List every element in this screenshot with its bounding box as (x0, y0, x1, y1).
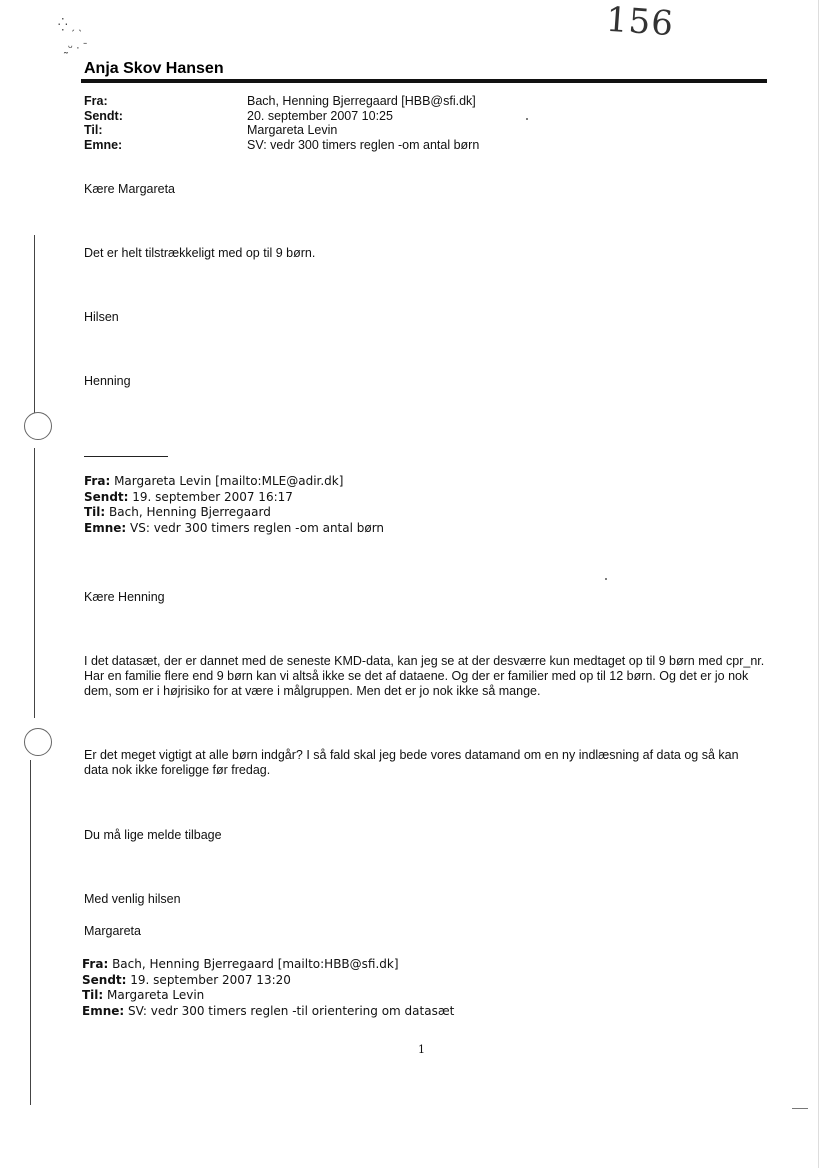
second-paragraph-3: Du må lige melde tilbage (84, 828, 222, 842)
scan-mark (792, 1108, 808, 1109)
third-subject-value: SV: vedr 300 timers reglen -til orientering om datasæt (128, 1003, 455, 1018)
left-margin-line-1 (34, 235, 35, 415)
binder-hole-bottom (24, 728, 52, 756)
scribble-mark-2: ˷ᵕ · ˉ (64, 40, 88, 54)
sent-label: Sendt: (84, 108, 123, 123)
second-subject-row (84, 521, 384, 537)
top-closing: Hilsen (84, 310, 119, 324)
third-subject-label: Emne: (82, 1003, 125, 1018)
subject-label: Emne: (84, 137, 123, 152)
binder-hole-top (24, 412, 52, 440)
header-row-to (84, 123, 479, 138)
third-to-value: Margareta Levin (107, 988, 205, 1002)
top-greeting: Kære Margareta (84, 182, 176, 196)
scribble-mark: ⁛ ˏ ˎ (58, 18, 83, 32)
second-paragraph-1: I det datasæt, der er dannet med de seneste KMD-data, kan jeg se at der desværre kun medtaget op til 9 børn med cpr_nr. Har en familie flere end 9 børn kan vi altså ikke se det af dataene. Og der er familier med op til 12 børn. Og det er jo nok dem, som er i højrisiko for at være i målgruppen. Men det er jo nok ikke så mange. (84, 654, 765, 698)
top-signature: Henning (84, 374, 131, 388)
second-signature: Margareta (84, 924, 141, 938)
second-from-row (84, 474, 384, 490)
third-from-label: Fra: (82, 957, 109, 971)
top-message-header (84, 94, 479, 152)
to-value: Margareta Levin (247, 123, 338, 137)
header-rule (81, 79, 767, 83)
left-margin-line-3 (30, 760, 31, 1105)
third-sent-row (82, 973, 454, 989)
scan-speck-1 (526, 118, 528, 120)
handwritten-page-number: 156 (604, 0, 676, 45)
second-sent-value: 19. september 2007 16:17 (132, 489, 293, 504)
third-sent-value: 19. september 2007 13:20 (130, 972, 291, 987)
scan-speck-2 (605, 578, 607, 580)
second-paragraph-2: Er det meget vigtigt at alle børn indgår? I så fald skal jeg bede vores datamand om en ny indlæsning af data og så kan data nok ikke foreligge før fredag. (84, 748, 739, 777)
second-from-value: Margareta Levin [mailto:MLE@adir.dk] (114, 474, 344, 488)
third-from-row (82, 957, 454, 973)
right-scan-edge (818, 0, 819, 1168)
from-value: Bach, Henning Bjerregaard [HBB@sfi.dk] (247, 94, 476, 108)
second-to-label: Til: (84, 505, 106, 519)
second-to-row (84, 505, 384, 521)
second-greeting: Kære Henning (84, 590, 165, 604)
second-subject-label: Emne: (84, 520, 127, 535)
third-message-header (82, 957, 454, 1019)
top-body: Det er helt tilstrækkeligt med op til 9 børn. (84, 246, 316, 260)
page-number: 1 (418, 1043, 425, 1056)
third-to-label: Til: (82, 988, 104, 1002)
second-from-label: Fra: (84, 474, 111, 488)
header-row-from (84, 94, 479, 109)
second-subject-value: VS: vedr 300 timers reglen -om antal børn (130, 520, 385, 535)
third-to-row (82, 988, 454, 1004)
mailbox-owner-name: Anja Skov Hansen (84, 60, 224, 77)
second-to-value: Bach, Henning Bjerregaard (109, 505, 271, 519)
from-label: Fra: (84, 94, 108, 108)
third-subject-row (82, 1004, 454, 1020)
header-row-subject (84, 138, 479, 153)
header-row-sent (84, 109, 479, 124)
sent-value: 20. september 2007 10:25 (247, 108, 393, 123)
third-sent-label: Sendt: (82, 972, 127, 987)
third-from-value: Bach, Henning Bjerregaard [mailto:HBB@sfi.dk] (112, 957, 399, 971)
subject-value: SV: vedr 300 timers reglen -om antal børn (247, 137, 480, 152)
second-sent-label: Sendt: (84, 489, 129, 504)
left-margin-line-2 (34, 448, 35, 718)
quote-separator (84, 456, 168, 457)
to-label: Til: (84, 123, 103, 137)
second-closing: Med venlig hilsen (84, 892, 181, 906)
second-message-header (84, 474, 384, 536)
second-sent-row (84, 490, 384, 506)
